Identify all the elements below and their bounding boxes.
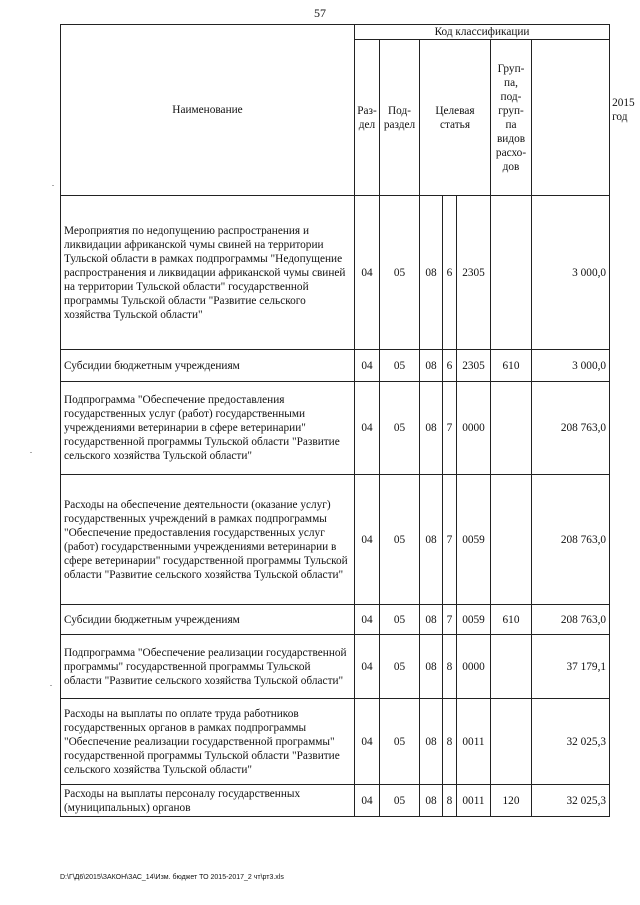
table-row <box>61 605 610 635</box>
row-target-subprogram: 8 <box>443 699 457 785</box>
row-podrazdel: 05 <box>380 635 420 699</box>
row-name: Расходы на обеспечение деятельности (оказание услуг) государственных учреждений в рамках подпрограммы "Обеспечение предоставления государственных услуг (работ) государственными учреждениями ветеринарии в сфере ветеринарии" государственной программы Тульской области "Развитие сельского хозяйства Тульской области" <box>61 475 355 605</box>
row-expense-type: 610 <box>491 605 532 635</box>
scan-speck <box>52 185 54 186</box>
budget-table: Наименование Код классификации 2015 год Раз-дел Под-раздел Целевая статья Груп-па, под-груп-па видов расхо-дов Мероприятия по недопущению распространения и ликвидации африканской чумы свиней на территории Тульской области в рамках подпрограммы "Недопущение распространения и ликвидации африканской чумы свиней на территории Тульской области" государственной программы Тульской области "Развитие сельского хозяйства Тульской области" 04 05 08 6 2305 3 000,0 Субсидии бюджетным учреждениям 04 05 08 6 2305 610 3 000,0 Подпрограмма "Обеспечение предоставления государственных услуг (работ) государственными учреждениями ветеринарии в сфере ветеринарии" государственной программы Тульской области "Развитие сельского хозяйства Тульской области" 04 05 08 7 0000 208 763,0 Расходы на обеспечение деятельности (оказание услуг) государственных учреждений в рамках подпрограммы "Обеспечение предоставления государственных услуг (работ) государственными учреждениями ветеринарии в сфере ветеринарии" государственной программы Тульской области "Развитие сельского хозяйства Тульской области" 04 05 08 7 0059 208 763,0 Субсидии бюджетным учреждениям 04 05 08 7 0059 610 208 763,0 Подпрограмма "Обеспечение реализации государственной программы" государственной программы Тульской области "Развитие сельского хозяйства Тульской области" 04 05 08 8 0000 37 179,1 Расходы на выплаты по оплате труда работников государственных органов в рамках подпрограммы "Обеспечение реализации государственной программы" государственной программы Тульской области "Развитие сельского хозяйства Тульской области" 04 05 08 8 0011 32 025,3 Расходы на выплаты персоналу государственных (муниципальных) органов 04 05 08 8 0011 120 32 025,3 <box>60 24 610 817</box>
row-target-program: 08 <box>420 699 443 785</box>
row-podrazdel: 05 <box>380 785 420 817</box>
row-razdel: 04 <box>355 785 380 817</box>
row-podrazdel: 05 <box>380 605 420 635</box>
row-expense-type: 120 <box>491 785 532 817</box>
row-target-program: 08 <box>420 350 443 382</box>
row-target-subprogram: 8 <box>443 785 457 817</box>
header-classification: Код классификации <box>355 25 610 40</box>
row-podrazdel: 05 <box>380 382 420 475</box>
row-target-program: 08 <box>420 635 443 699</box>
row-target-direction: 0000 <box>457 382 491 475</box>
row-target-direction: 0059 <box>457 475 491 605</box>
table-row <box>61 350 610 382</box>
row-name: Субсидии бюджетным учреждениям <box>61 605 355 635</box>
row-target-direction: 2305 <box>457 196 491 350</box>
row-name: Расходы на выплаты персоналу государственных (муниципальных) органов <box>61 785 355 817</box>
row-amount: 32 025,3 <box>532 785 610 817</box>
row-target-program: 08 <box>420 196 443 350</box>
row-name: Расходы на выплаты по оплате труда работников государственных органов в рамках подпрограммы "Обеспечение реализации государственной программы" государственной программы Тульской области "Развитие сельского хозяйства Тульской области" <box>61 699 355 785</box>
row-target-program: 08 <box>420 605 443 635</box>
table-row <box>61 699 610 785</box>
row-target-program: 08 <box>420 785 443 817</box>
row-target-subprogram: 6 <box>443 196 457 350</box>
row-target-subprogram: 7 <box>443 605 457 635</box>
row-target-subprogram: 7 <box>443 382 457 475</box>
row-expense-type: 610 <box>491 350 532 382</box>
row-razdel: 04 <box>355 196 380 350</box>
row-podrazdel: 05 <box>380 196 420 350</box>
row-razdel: 04 <box>355 635 380 699</box>
row-podrazdel: 05 <box>380 699 420 785</box>
row-amount: 3 000,0 <box>532 350 610 382</box>
row-expense-type <box>491 382 532 475</box>
row-razdel: 04 <box>355 605 380 635</box>
header-target: Целевая статья <box>420 40 491 196</box>
row-razdel: 04 <box>355 350 380 382</box>
row-target-subprogram: 7 <box>443 475 457 605</box>
row-target-program: 08 <box>420 475 443 605</box>
row-target-direction: 0000 <box>457 635 491 699</box>
row-expense-type <box>491 699 532 785</box>
row-name: Мероприятия по недопущению распространения и ликвидации африканской чумы свиней на территории Тульской области в рамках подпрограммы "Недопущение распространения и ликвидации африканской чумы свиней на территории Тульской области" государственной программы Тульской области "Развитие сельского хозяйства Тульской области" <box>61 196 355 350</box>
scan-speck <box>30 452 32 453</box>
scan-speck <box>50 685 52 686</box>
table-row <box>61 785 610 817</box>
row-target-direction: 0011 <box>457 699 491 785</box>
file-path-footer: D:\Г\Д6\2015\ЗАКОН\ЗАС_14\Изм. бюджет ТО 2015-2017_2 чт\рт3.xls <box>60 874 284 881</box>
row-target-subprogram: 6 <box>443 350 457 382</box>
row-expense-type <box>491 635 532 699</box>
row-amount: 32 025,3 <box>532 699 610 785</box>
table-row <box>61 475 610 605</box>
page-number: 57 <box>314 6 326 20</box>
header-subsection: Под-раздел <box>380 40 420 196</box>
row-amount: 208 763,0 <box>532 605 610 635</box>
row-amount: 208 763,0 <box>532 475 610 605</box>
header-name: Наименование <box>61 25 355 196</box>
row-target-direction: 0059 <box>457 605 491 635</box>
row-amount: 37 179,1 <box>532 635 610 699</box>
row-razdel: 04 <box>355 475 380 605</box>
row-expense-type <box>491 196 532 350</box>
row-target-direction: 2305 <box>457 350 491 382</box>
row-amount: 208 763,0 <box>532 382 610 475</box>
row-target-subprogram: 8 <box>443 635 457 699</box>
row-name: Подпрограмма "Обеспечение предоставления государственных услуг (работ) государственными учреждениями ветеринарии в сфере ветеринарии" государственной программы Тульской области "Развитие сельского хозяйства Тульской области" <box>61 382 355 475</box>
row-amount: 3 000,0 <box>532 196 610 350</box>
row-target-direction: 0011 <box>457 785 491 817</box>
header-group: Груп-па, под-груп-па видов расхо-дов <box>491 40 532 196</box>
row-target-program: 08 <box>420 382 443 475</box>
table-row <box>61 382 610 475</box>
row-podrazdel: 05 <box>380 350 420 382</box>
table-row <box>61 635 610 699</box>
row-razdel: 04 <box>355 382 380 475</box>
table-row <box>61 196 610 350</box>
row-name: Субсидии бюджетным учреждениям <box>61 350 355 382</box>
row-podrazdel: 05 <box>380 475 420 605</box>
row-expense-type <box>491 475 532 605</box>
header-section: Раз-дел <box>355 40 380 196</box>
row-razdel: 04 <box>355 699 380 785</box>
row-name: Подпрограмма "Обеспечение реализации государственной программы" государственной программы Тульской области "Развитие сельского хозяйства Тульской области" <box>61 635 355 699</box>
